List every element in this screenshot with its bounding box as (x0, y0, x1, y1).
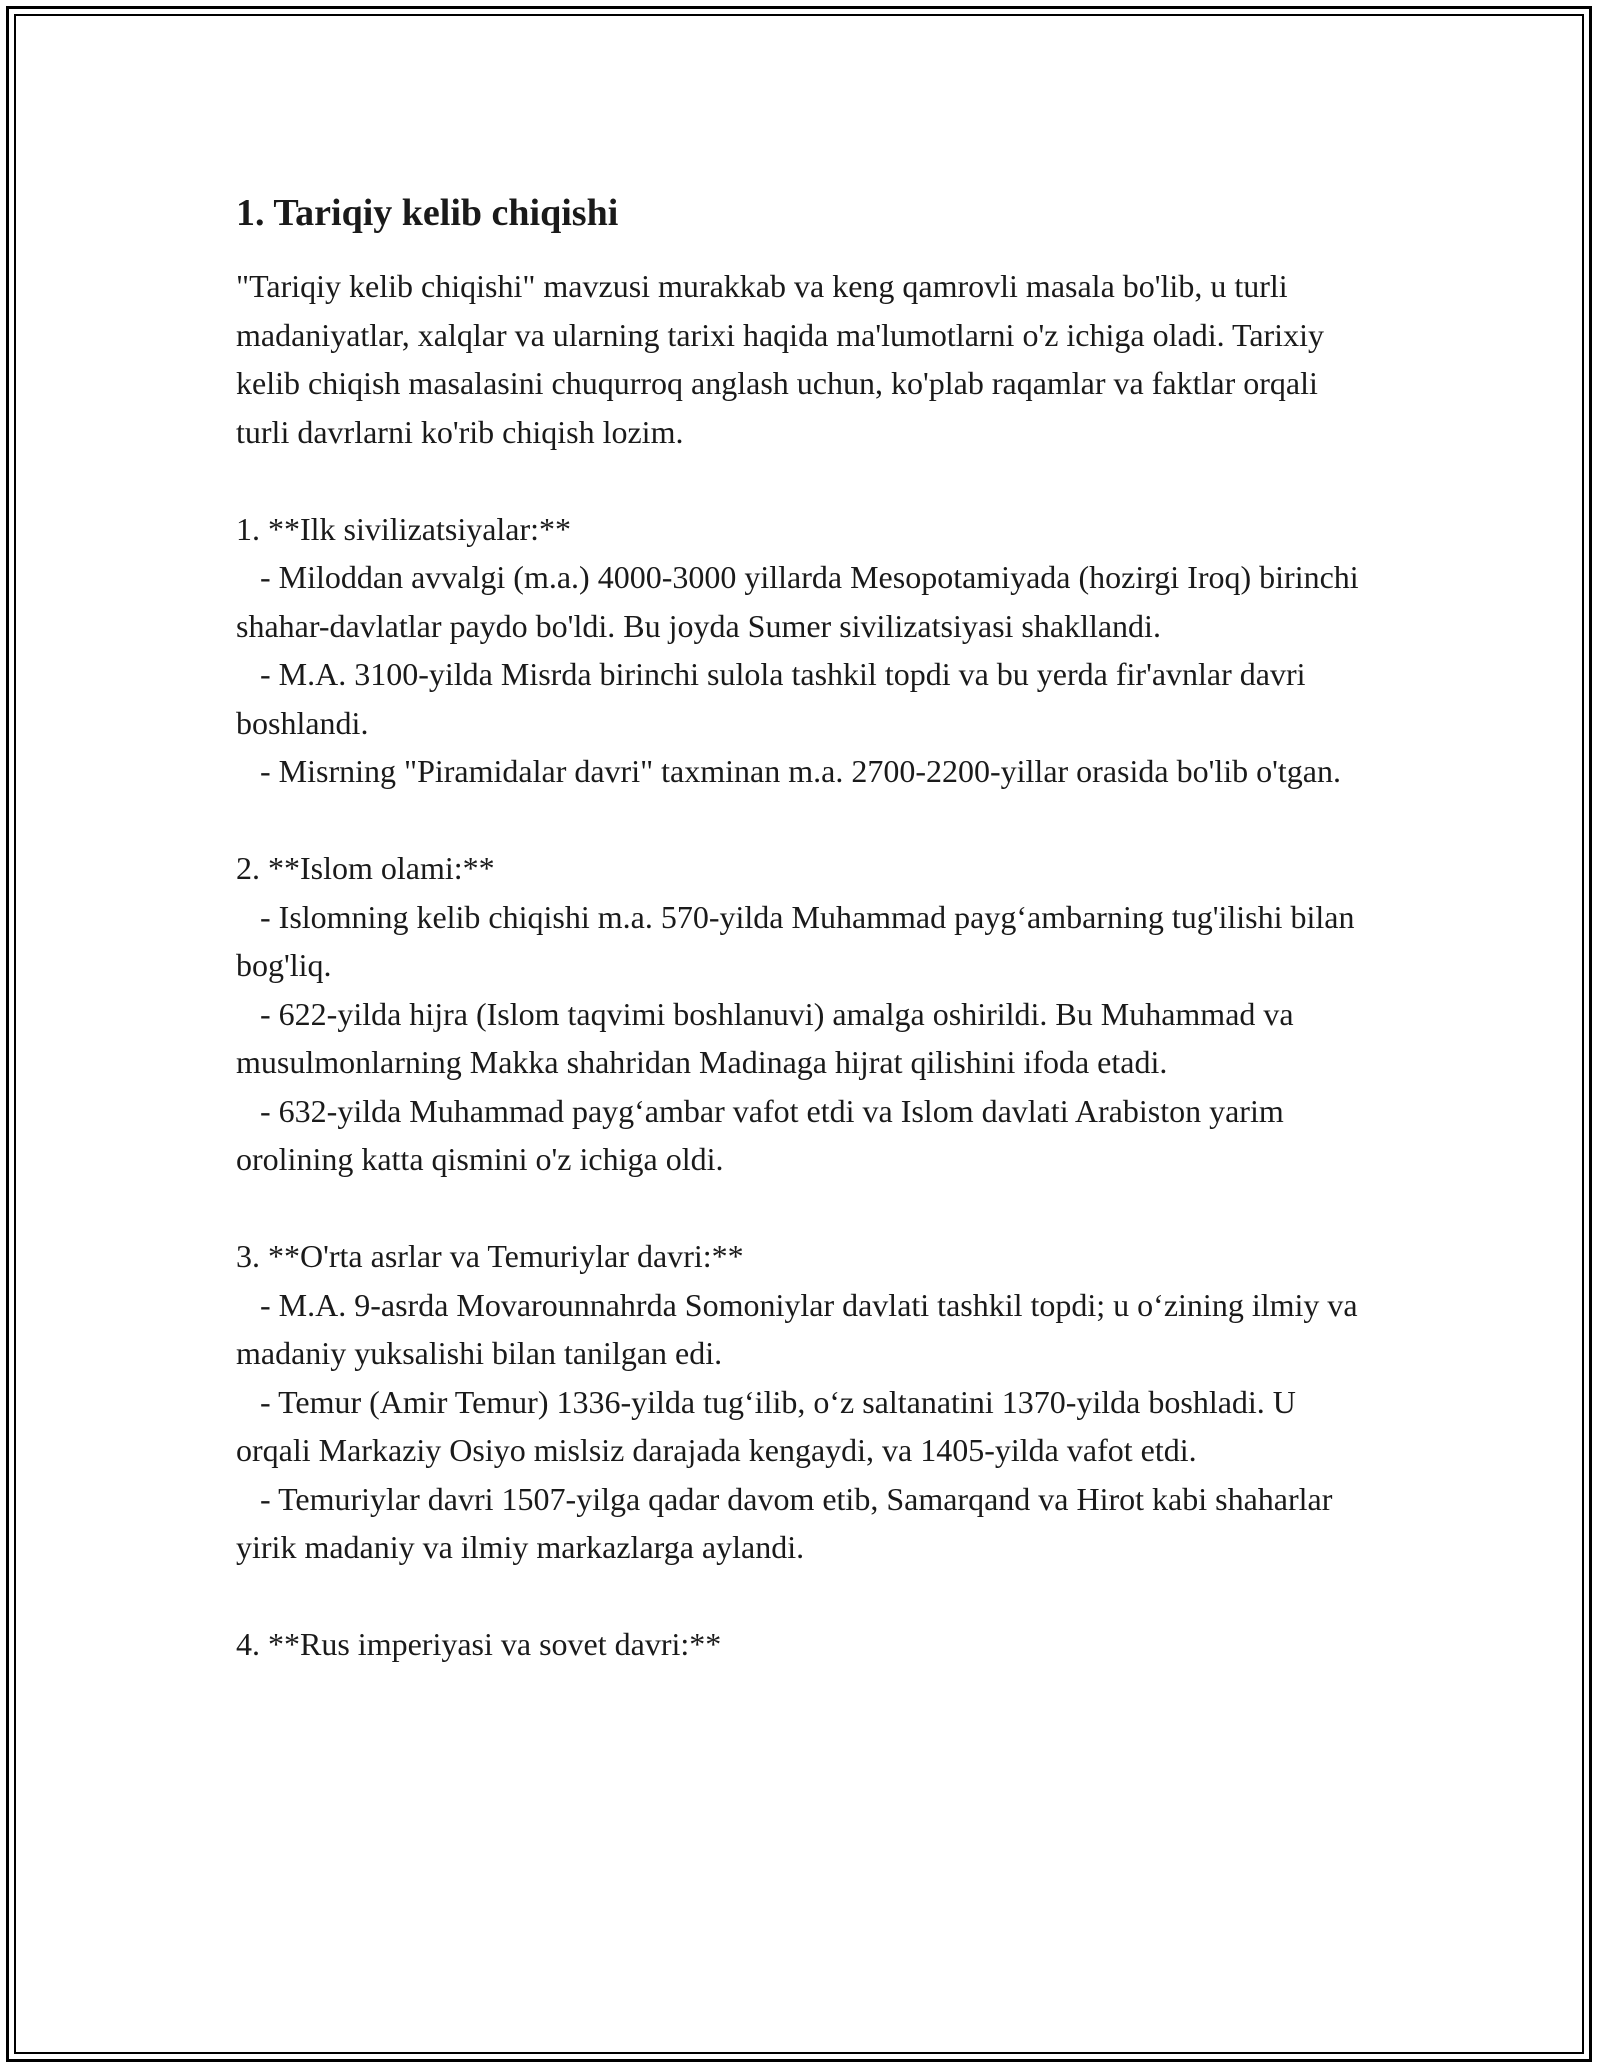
list-item: - 622-yilda hijra (Islom taqvimi boshlanuvi) amalga oshirildi. Bu Muhammad va musulmonlarning Makka shahridan Madinaga hijrat qilishini ifoda etadi. (236, 995, 1294, 1080)
document-body (236, 184, 1376, 1669)
spacer (236, 796, 1376, 845)
section-russian-soviet (236, 1620, 1376, 1669)
list-item: - Islomning kelib chiqishi m.a. 570-yilda Muhammad payg‘ambarning tug'ilishi bilan bog'liq. (236, 898, 1355, 983)
list-item: - Temuriylar davri 1507-yilga qadar davom etib, Samarqand va Hirot kabi shaharlar yirik madaniy va ilmiy markazlarga aylandi. (236, 1480, 1333, 1565)
list-item: - M.A. 9-asrda Movarounnahrda Somoniylar davlati tashkil topdi; u o‘zining ilmiy va madaniy yuksalishi bilan tanilgan edi. (236, 1286, 1358, 1371)
document-title: 1. Tariqiy kelib chiqishi (236, 192, 619, 234)
list-item: - Miloddan avvalgi (m.a.) 4000-3000 yillarda Mesopotamiyada (hozirgi Iroq) birinchi shahar-davlatlar paydo bo'ldi. Bu joyda Sumer sivilizatsiyasi shakllandi. (236, 559, 1359, 644)
list-item: - Misrning "Piramidalar davri" taxminan m.a. 2700-2200-yillar orasida bo'lib o'tgan. (260, 753, 1341, 789)
list-item: - M.A. 3100-yilda Misrda birinchi sulola tashkil topdi va bu yerda fir'avnlar davri boshlandi. (236, 656, 1306, 741)
list-item: - Temur (Amir Temur) 1336-yilda tug‘ilib, o‘z saltanatini 1370-yilda boshladi. U orqali Markaziy Osiyo mislsiz darajada kengaydi, va 1405-yilda vafot etdi. (236, 1383, 1296, 1468)
spacer (236, 1572, 1376, 1621)
section-early-civilizations (236, 505, 1376, 796)
section-title: 2. **Islom olami:** (236, 850, 495, 886)
spacer (236, 456, 1376, 505)
section-middle-ages-timurids (236, 1232, 1376, 1572)
section-title: 4. **Rus imperiyasi va sovet davri:** (236, 1626, 722, 1662)
section-title: 1. **Ilk sivilizatsiyalar:** (236, 510, 572, 547)
intro-paragraph: "Tariqiy kelib chiqishi" mavzusi murakkab va keng qamrovli masala bo'lib, u turli madaniyatlar, xalqlar va ularning tarixi haqida ma'lumotlarni o'z ichiga oladi. Tarixiy kelib chiqish masalasini chuqurroq anglash uchun, ko'plab raqamlar va faktlar orqali turli davrlarni ko'rib chiqish lozim. (236, 268, 1324, 450)
section-islamic-world (236, 844, 1376, 1184)
spacer (236, 1184, 1376, 1233)
list-item: - 632-yilda Muhammad payg‘ambar vafot etdi va Islom davlati Arabiston yarim orolining katta qismini o'z ichiga oldi. (236, 1092, 1284, 1177)
section-title: 3. **O'rta asrlar va Temuriylar davri:** (236, 1238, 744, 1274)
